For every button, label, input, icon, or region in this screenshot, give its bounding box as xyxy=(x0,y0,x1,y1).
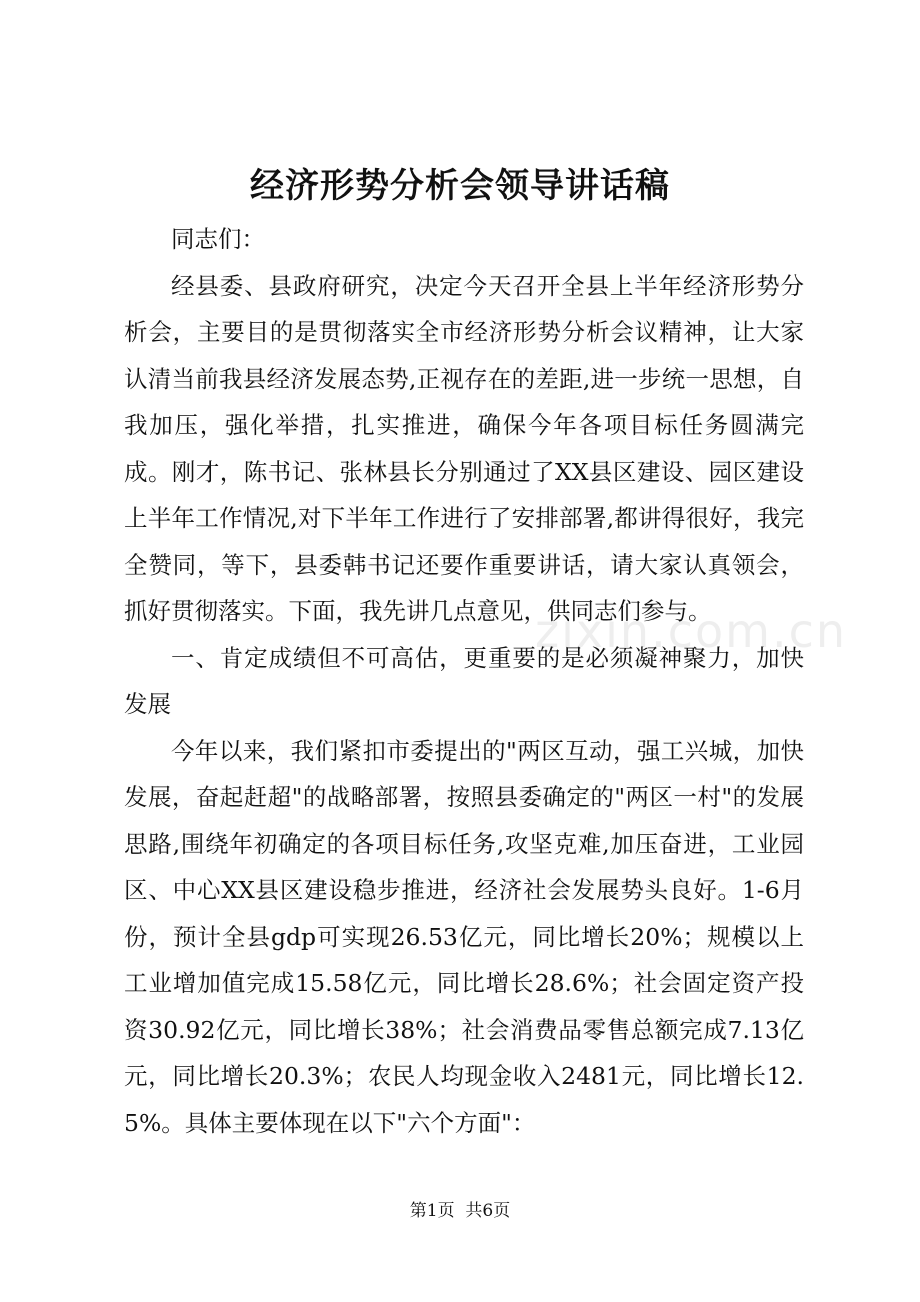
document-title: 经济形势分析会领导讲话稿 xyxy=(250,166,670,206)
page-footer xyxy=(0,1198,920,1224)
intro-paragraph: 经县委、县政府研究，决定今天召开全县上半年经济形势分析会，主要目的是贯彻落实全市经济形势分析会议精神，让大家认清当前我县经济发展态势,正视存在的差距,进一步统一思想，自我加压，强化举措，扎实推进，确保今年各项目标任务圆满完成。刚才，陈书记、张林县长分别通过了XX县区建设、园区建设上半年工作情况,对下半年工作进行了安排部署,都讲得很好，我完全赞同，等下，县委韩书记还要作重要讲话，请大家认真领会，抓好贯彻落实。下面，我先讲几点意见，供同志们参与。 xyxy=(124,271,804,625)
section-heading-paragraph: 一、肯定成绩但不可高估，更重要的是必须凝神聚力，加快发展 xyxy=(124,643,804,718)
document-body xyxy=(124,216,804,1146)
achievements-paragraph: 今年以来，我们紧扣市委提出的"两区互动，强工兴城，加快发展，奋起赶超"的战略部署，按照县委确定的"两区一村"的发展思路,围绕年初确定的各项目标任务,攻坚克难,加压奋进，工业园区、中心XX县区建设稳步推进，经济社会发展势头良好。1-6月份，预计全县gdp可实现26.53亿元，同比增长20%；规模以上工业增加值完成15.58亿元，同比增长28.6%；社会固定资产投资30.92亿元，同比增长38%；社会消费品零售总额完成7.13亿元，同比增长20.3%；农民人均现金收入2481元，同比增长12.5%。具体主要体现在以下"六个方面"： xyxy=(124,736,804,1137)
footer-spacer xyxy=(455,1201,466,1221)
page-total: 共6页 xyxy=(465,1201,511,1221)
salutation-paragraph: 同志们： xyxy=(171,225,265,253)
watermark: zixin.com.cn xyxy=(535,604,848,658)
page-number: 第1页 xyxy=(409,1201,455,1221)
